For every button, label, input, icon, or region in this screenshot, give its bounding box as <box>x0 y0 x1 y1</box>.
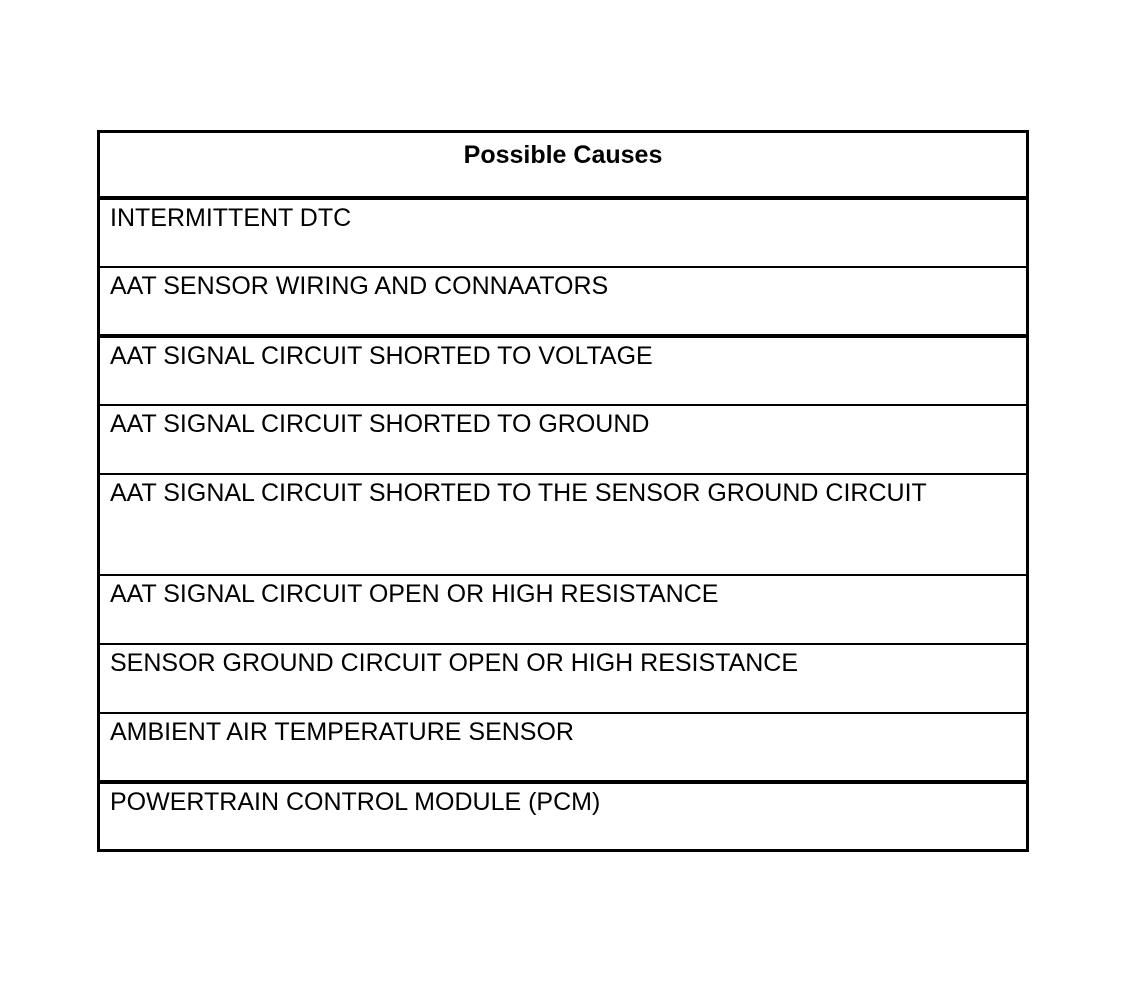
cause-cell: POWERTRAIN CONTROL MODULE (PCM) <box>99 782 1028 851</box>
table-row <box>99 644 1028 713</box>
table-row <box>99 336 1028 405</box>
possible-causes-table <box>97 130 1029 852</box>
table-row <box>99 713 1028 782</box>
cause-cell: AAT SENSOR WIRING AND CONNAATORS <box>99 267 1028 336</box>
cause-cell: AAT SIGNAL CIRCUIT OPEN OR HIGH RESISTANCE <box>99 575 1028 644</box>
table-row <box>99 782 1028 851</box>
table-row <box>99 575 1028 644</box>
cause-cell: INTERMITTENT DTC <box>99 198 1028 267</box>
table-header-row <box>99 132 1028 198</box>
table-row <box>99 198 1028 267</box>
cause-cell: AAT SIGNAL CIRCUIT SHORTED TO VOLTAGE <box>99 336 1028 405</box>
cause-cell: AMBIENT AIR TEMPERATURE SENSOR <box>99 713 1028 782</box>
cause-cell: SENSOR GROUND CIRCUIT OPEN OR HIGH RESISTANCE <box>99 644 1028 713</box>
table-row <box>99 267 1028 336</box>
cause-cell: AAT SIGNAL CIRCUIT SHORTED TO GROUND <box>99 405 1028 474</box>
table-row <box>99 405 1028 474</box>
table-row <box>99 474 1028 575</box>
table-header-possible-causes: Possible Causes <box>99 132 1028 198</box>
cause-cell: AAT SIGNAL CIRCUIT SHORTED TO THE SENSOR GROUND CIRCUIT <box>99 474 1028 575</box>
